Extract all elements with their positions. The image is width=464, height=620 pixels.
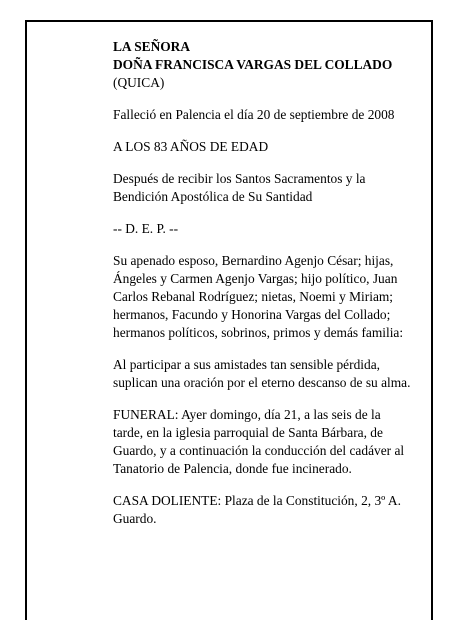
age-statement: A LOS 83 AÑOS DE EDAD [113, 139, 269, 154]
nickname: (QUICA) [113, 75, 165, 90]
rip-line: -- D. E. P. -- [113, 221, 179, 236]
family-paragraph: Su apenado esposo, Bernardino Agenjo César; hijas, Ángeles y Carmen Agenjo Vargas; hijo político, Juan Carlos Rebanal Rodríguez; nietas, Noemi y Miriam; hermanos, Facundo y Honorina Vargas del Collado; hermanos políticos, sobrinos, primos y demás familia: [113, 253, 404, 340]
prayer-request: Al participar a sus amistades tan sensible pérdida, suplican una oración por el eterno descanso de su alma. [113, 357, 411, 390]
home-address: CASA DOLIENTE: Plaza de la Constitución, 2, 3º A. Guardo. [113, 493, 401, 526]
funeral-details: FUNERAL: Ayer domingo, día 21, a las seis de la tarde, en la iglesia parroquial de Santa Bárbara, de Guardo, y a continuación la conducción del cadáver al Tanatorio de Palencia, donde fue incinerado. [113, 407, 405, 476]
heading-line-1: LA SEÑORA [113, 39, 191, 54]
death-statement: Falleció en Palencia el día 20 de septiembre de 2008 [113, 107, 395, 122]
sacraments-statement: Después de recibir los Santos Sacramentos y la Bendición Apostólica de Su Santidad [113, 171, 366, 204]
deceased-name: DOÑA FRANCISCA VARGAS DEL COLLADO [113, 57, 393, 72]
obituary-notice [113, 38, 413, 528]
